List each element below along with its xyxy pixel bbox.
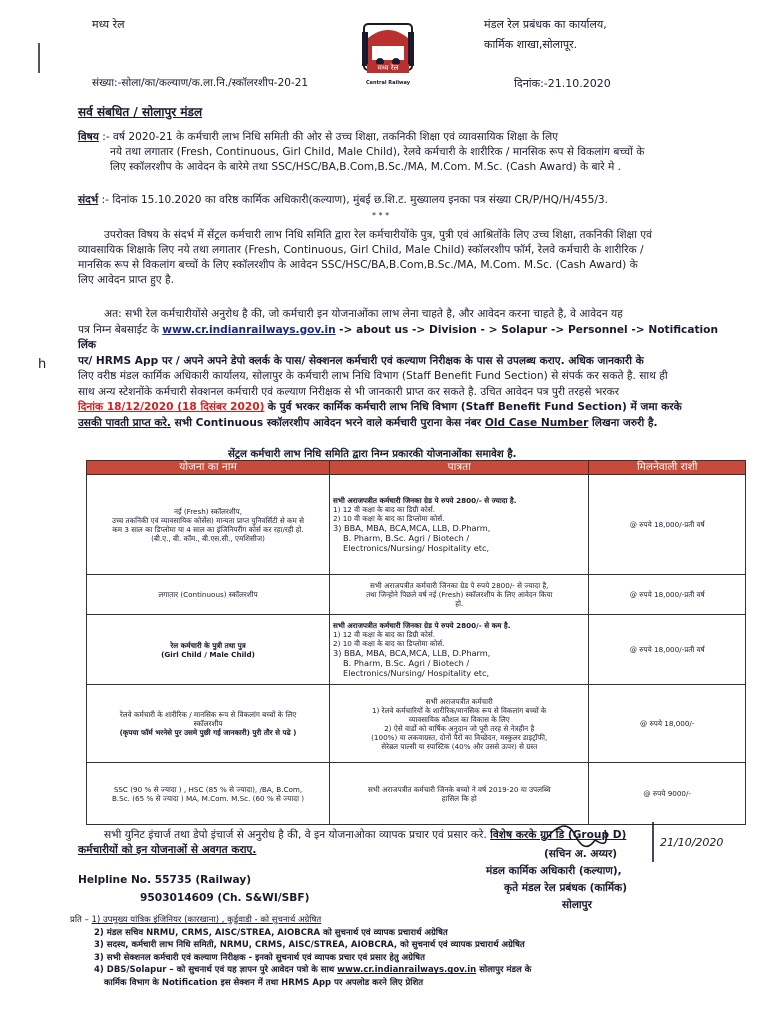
scheme-name-cell xyxy=(87,615,330,685)
scheme-name-line: उच्च तकनिकी एवं व्यावसायिक कोर्सेस) मान्यता प्राप्त युनिवर्सिटी से कम से xyxy=(112,515,304,525)
margin-line xyxy=(38,43,40,73)
copy-item-4c: कार्मिक विभाग के Notification इस सेक्शन में तथा HRMS App पर अपलोड करने लिए प्रेशित xyxy=(104,977,424,988)
para2-line4: लिए वरीष्ठ मंडल कार्मिक अधिकारी कार्यालय, सोलापुर के कर्मचारी लाभ निधि विभाग (Staff Benefit Fund Section) से संपर्क कर सकते है. साथ ही xyxy=(78,370,668,382)
eligibility-line: सभी अराजपत्रीत कर्मचारी जिनका ग्रेड पे रुपये 2800/- से कम है. xyxy=(333,621,511,630)
table-row xyxy=(87,575,746,615)
copy-item: 3) सभी सेक्शनल कर्मचारी एवं कल्याण निरीक्षक - इनको सुचनार्थ एवं व्यापक प्रचार एवं प्रसार हेतु अग्रेषित xyxy=(94,952,425,963)
eligibility-cell xyxy=(330,475,589,575)
eligibility-line: हासिल कि हो xyxy=(441,793,477,803)
table-header-row xyxy=(87,461,746,475)
signatory-authority: कृते मंडल रेल प्रबंधक (कार्मिक) xyxy=(504,882,628,894)
deadline-date: दिनांक 18/12/2020 (18 दिसंबर 2020) xyxy=(78,401,265,413)
subject-label: विषय xyxy=(78,131,99,143)
para2-line3: पर/ HRMS App पर / अपने अपने डेपो क्लर्क के पास/ सेक्शनल कर्मचारी एवं कल्याण निरीक्षक के पास से उपलब्ध कराए. अधिक जानकारी के xyxy=(78,354,644,367)
old-case-number: Old Case Number xyxy=(484,416,589,429)
paragraph-request xyxy=(78,307,718,431)
scheme-name-line: कम 3 साल का डिप्लोमा या 4 साल का इंजिनियरींग कोर्स कर रहा/रही हो. xyxy=(112,524,304,534)
eligibility-line: सभी अराजपत्रीत कर्मचारी जिनके बच्चो ने वर्ष 2019-20 या उपलब्धि xyxy=(367,784,551,794)
eligibility-cell xyxy=(330,615,589,685)
scheme-name-line: (Girl Child / Male Child) xyxy=(161,649,255,659)
separator-stars: * * * xyxy=(372,211,390,220)
scheme-name-line: स्कॉलरशीप xyxy=(193,719,223,728)
copy-item-4-website[interactable]: www.cr.indianrailways.gov.in xyxy=(337,965,477,976)
central-railway-logo xyxy=(358,20,418,94)
subject-line3: लिए स्कॉलरशीप के आवेदन के बारेमे तथा SSC/HSC/BA,B.Com,B.Sc./MA, M.Com. M.Sc. (Cash Award) के बारे मे . xyxy=(110,161,622,173)
signature-block xyxy=(486,846,627,914)
website-path: -> about us -> Division - > Solapur -> Personnel -> Notification लिंक xyxy=(78,323,719,351)
subject-line2: नये तथा लगातार (Fresh, Continuous, Girl Child, Male Child), रेलवे कर्मचारी के शारीरिक / मानसिक रूप से विकलांग बच्चों के xyxy=(110,146,645,158)
paragraph-intro xyxy=(78,228,718,288)
reference-block xyxy=(78,193,718,208)
logo-text-top: मध्य रेल xyxy=(367,64,409,73)
eligibility-line: 1) रेलवे कर्मचारियों के शारीरिक/मानसिक रूप से विकलांग बच्चों के xyxy=(371,705,547,715)
para1-line4: लिए आवेदन प्राप्त हुए है. xyxy=(78,274,175,286)
eligibility-line: हो. xyxy=(455,599,464,608)
handwritten-date: 21/10/2020 xyxy=(660,836,724,849)
eligibility-line: 2) ऐसे वार्डो को वार्षिक अनुदान जो पूरी तरह से नेत्रहीन है xyxy=(384,723,535,733)
header-scheme-name: योजना का नाम xyxy=(87,461,330,475)
table-title: सेंट्रल कर्मचारी लाभ निधि समिति द्वारा निम्न प्रकारकी योजनाओंका समावेश है. xyxy=(228,449,517,460)
amount-cell: @ रुपये 18,000/-प्रती वर्ष xyxy=(589,575,746,615)
table-row xyxy=(87,615,746,685)
para1-line2: व्यावसायिक शिक्षाके लिए नये तथा लगातार (Fresh, Continuous, Girl Child, Male Child) स्कॉलरशीप फॉर्म, रेलवे कर्मचारी के शारीरिक / xyxy=(78,244,644,256)
para1-line1: उपरोक्त विषय के संदर्भ में सेंट्रल कर्मचारी लाभ निधि समिति द्वारा रेल कर्मचारीयोंके पुत्र, पुत्री एवं आश्रितोंके लिए उच्च शिक्षा, तकनिकी शिक्षा एवं xyxy=(104,229,653,241)
para2-line1: अत: सभी रेल कर्मचारीयोंसे अनुरोध है की, जो कर्मचारी इन योजनाओंका लाभ लेना चाहते है, और आवेदन करना चाहते है, वे आवेदन यह xyxy=(104,308,623,320)
eligibility-line: Electronics/Nursing/ Hospitality etc, xyxy=(343,668,490,678)
scheme-name-line: लगातार (Continuous) स्कॉलरशीप xyxy=(158,590,258,599)
closing-line1b: विशेष करके ग्रुप डि (Group D) xyxy=(490,829,627,841)
eligibility-line: 3) BBA, MBA, BCA,MCA, LLB, D.Pharm, xyxy=(333,648,491,658)
table-row xyxy=(87,685,746,763)
copy-item: 1) उपमुख्य यांत्रिक इंजिनियर (कारखाना) , कुर्डुवाडी - को सुचनार्थ अग्रेषित xyxy=(91,915,322,925)
closing-line2: कर्मचारीयों को इन योजनाओं से अवगत कराए. xyxy=(78,844,257,856)
eligibility-line: तथा जिन्होने पिछले वर्ष नई (Fresh) स्कॉलरशीप के लिए आवेदन किया xyxy=(366,590,553,599)
scheme-name-line: (बी.ए., बी. कॉम., बी.एस.सी., एमशिसीज) xyxy=(151,533,265,543)
scheme-name-cell xyxy=(87,575,330,615)
eligibility-line: सभी अराजपत्रीत कर्मचारी जिनका ग्रेड पे रुपये 2800/- से ज्यादा है, xyxy=(369,581,549,590)
para2-line7b: सभी Continuous स्कॉलरशीप आवेदन भरने वाले कर्मचारी पुराना केस नंबर xyxy=(174,416,482,429)
office-name-line1: मंडल रेल प्रबंधक का कार्यालय, xyxy=(484,18,607,31)
helpline-line1: Helpline No. 55735 (Railway) xyxy=(78,874,252,886)
eligibility-cell xyxy=(330,575,589,615)
amount-cell: @ रुपये 18,000/- xyxy=(589,685,746,763)
scheme-name-cell xyxy=(87,685,330,763)
header-eligibility: पात्रता xyxy=(330,461,589,475)
para2-line7d: लिखना जरुरी है. xyxy=(592,416,658,429)
amount-cell: @ रुपये 18,000/-प्रती वर्ष xyxy=(589,475,746,575)
eligibility-line: B. Pharm, B.Sc. Agri / Biotech / xyxy=(343,533,470,543)
eligibility-line: 1) 12 वी कक्षा के बाद का डिग्री कोर्स. xyxy=(333,505,436,514)
eligibility-line: सभी अराजपत्रीत कर्मचारी जिनका ग्रेड पे रुपये 2800/- से ज्यादा है. xyxy=(333,496,517,505)
eligibility-line: 2) 10 वी कक्षा के बाद का डिप्लोमा कोर्स. xyxy=(333,639,445,648)
eligibility-line: 3) BBA, MBA, BCA,MCA, LLB, D.Pharm, xyxy=(333,523,491,533)
scheme-table-wrap xyxy=(86,460,746,825)
copy-item: 3) सदस्य, कर्मचारी लाभ निधि समिती, NRMU, CRMS, AISC/STREA, AIOBCRA, को सुचनार्थ एवं व्यापक प्रचारार्थ अग्रेषित xyxy=(94,940,525,951)
letter-date: दिनांक:-21.10.2020 xyxy=(514,77,611,90)
helpline-line2: 9503014609 (Ch. S&WI/SBF) xyxy=(140,892,310,904)
para2-line2a: पत्र निम्न बेबसाईट के xyxy=(78,323,159,336)
signatory-place: सोलापुर xyxy=(562,899,592,911)
copies-label: प्रति – xyxy=(70,915,89,925)
copy-item-4a: 4) DBS/Solapur – को सुचनार्थ एवं यह ज्ञापन पुरे आवेदन पत्रो के साथ xyxy=(94,965,335,976)
eligibility-line: व्यावसायिक कौशल का विकास के लिए xyxy=(408,714,510,724)
reference-text: :- दिनांक 15.10.2020 का वरिष्ठ कार्मिक अधिकारी(कल्याण), मुंबई छ.शि.ट. मुख्यालय इनका पत्र संख्या CR/P/HQ/H/455/3. xyxy=(101,194,609,206)
eligibility-line: (100%) या लकवाग्रस्त, दोनों पैरों का विच्छेदन, मस्कुलर डाइट्रॉफी, xyxy=(371,732,548,742)
para2-line5: साथ अन्य स्टेशनोंके कर्मचारी सेक्शनल कर्मचारी एवं कल्याण निरीक्षक से भी जानकारी प्राप्त कर सकते है. उचित आवेदन पत्र पुरी तरहसे भरकर xyxy=(78,385,620,398)
scheme-name-line: SSC (90 % से ज्यादा ) , HSC (85 % से ज्यादा), /BA, B.Com, xyxy=(113,784,303,794)
scheme-table xyxy=(86,460,746,825)
scheme-name-line: नई (Fresh) स्कॉलरशीप, xyxy=(174,506,242,516)
subject-block xyxy=(78,130,718,175)
para2-line6b: के पुर्व भरकर कार्मिक कर्मचारी लाभ निधि विभाग (Staff Benefit Fund Section) में जमा करके xyxy=(267,401,682,413)
signatory-designation: मंडल कार्मिक अधिकारी (कल्याण), xyxy=(486,865,622,877)
scheme-name-cell xyxy=(87,763,330,825)
scheme-name-line: (कृपया फॉर्म भरनेसे पुर उसमे पुछी गई जानकारी) पुरी तौर से पढे ) xyxy=(119,728,297,737)
subject-line1: :- वर्ष 2020-21 के कर्मचारी लाभ निधि समिती की ओर से उच्च शिक्षा, तकनिकी शिक्षा एवं व्यावसायिक शिक्षा के लिए xyxy=(102,131,559,143)
scheme-name-cell xyxy=(87,475,330,575)
signatory-name: (सचिन अ. अय्यर) xyxy=(544,848,618,860)
eligibility-line: 1) 12 वी कक्षा के बाद का डिग्री कोर्स. xyxy=(333,630,436,639)
copy-item: 2) मंडल सचिव NRMU, CRMS, AISC/STREA, AIOBCRA को सुचनार्थ एवं व्यापक प्रचारार्थ अग्रेषित xyxy=(94,927,448,938)
website-link[interactable]: www.cr.indianrailways.gov.in xyxy=(162,323,336,336)
helpline-block xyxy=(78,871,309,907)
eligibility-line: B. Pharm, B.Sc. Agri / Biotech / xyxy=(343,658,470,668)
eligibility-line: Electronics/Nursing/ Hospitality etc, xyxy=(343,543,490,553)
copy-item-4b: सोलापुर मंडल के xyxy=(479,965,532,976)
amount-cell: @ रुपये 9000/- xyxy=(589,763,746,825)
eligibility-line: सेरेब्रल पाल्सी या स्पास्टिक (40% और उससे ऊपर) से ग्रस्त xyxy=(381,741,538,751)
eligibility-line: 2) 10 वी कक्षा के बाद का डिप्लोमा कोर्स. xyxy=(333,514,445,523)
reference-number: संख्या:-सोला/का/कल्याण/क.ला.नि./स्कॉलरशीप-20-21 xyxy=(92,77,309,89)
closing-line1a: सभी युनिट इंचार्ज तथा डेपो इंचार्ज से अनुरोध है की, वे इन योजनाओका व्यापक प्रचार एवं प्रसार करे. xyxy=(104,829,487,841)
eligibility-cell xyxy=(330,685,589,763)
scheme-name-line: रेलवे कर्मचारी के शारीरिक / मानसिक रूप से विकलांग बच्चों के लिए xyxy=(119,710,297,719)
addressee: सर्व संबधित / सोलापुर मंडल xyxy=(78,105,203,119)
logo-text-bottom: Central Railway xyxy=(365,80,411,86)
amount-cell: @ रुपये 18,000/-प्रती वर्ष xyxy=(589,615,746,685)
table-row xyxy=(87,475,746,575)
eligibility-line: सभी अराजपत्रीत कर्मचारी xyxy=(425,696,493,706)
header-amount: मिलनेवाली राशी xyxy=(589,461,746,475)
para1-line3: मानसिक रूप से विकलांग बच्चों के लिए स्कॉलरशीप के आवेदन SSC/HSC/BA,B.Com,B.Sc./MA, M.Com. M.Sc. (Cash Award) के xyxy=(78,259,638,271)
org-name-left: मध्य रेल xyxy=(92,18,125,31)
para2-line7a: उसकी पावती प्राप्त करे. xyxy=(78,416,171,429)
reference-label: संदर्भ xyxy=(78,194,99,206)
scheme-name-line: B.Sc. (65 % से ज्यादा ) MA, M.Com. M.Sc. (60 % से ज्यादा ) xyxy=(111,793,305,803)
office-name-line2: कार्मिक शाखा,सोलापूर. xyxy=(484,38,578,51)
margin-mark: h xyxy=(38,357,47,372)
scheme-name-line: रेल कर्मचारी के पुत्री तथा पुत्र xyxy=(170,640,246,650)
copies-block xyxy=(70,914,730,990)
